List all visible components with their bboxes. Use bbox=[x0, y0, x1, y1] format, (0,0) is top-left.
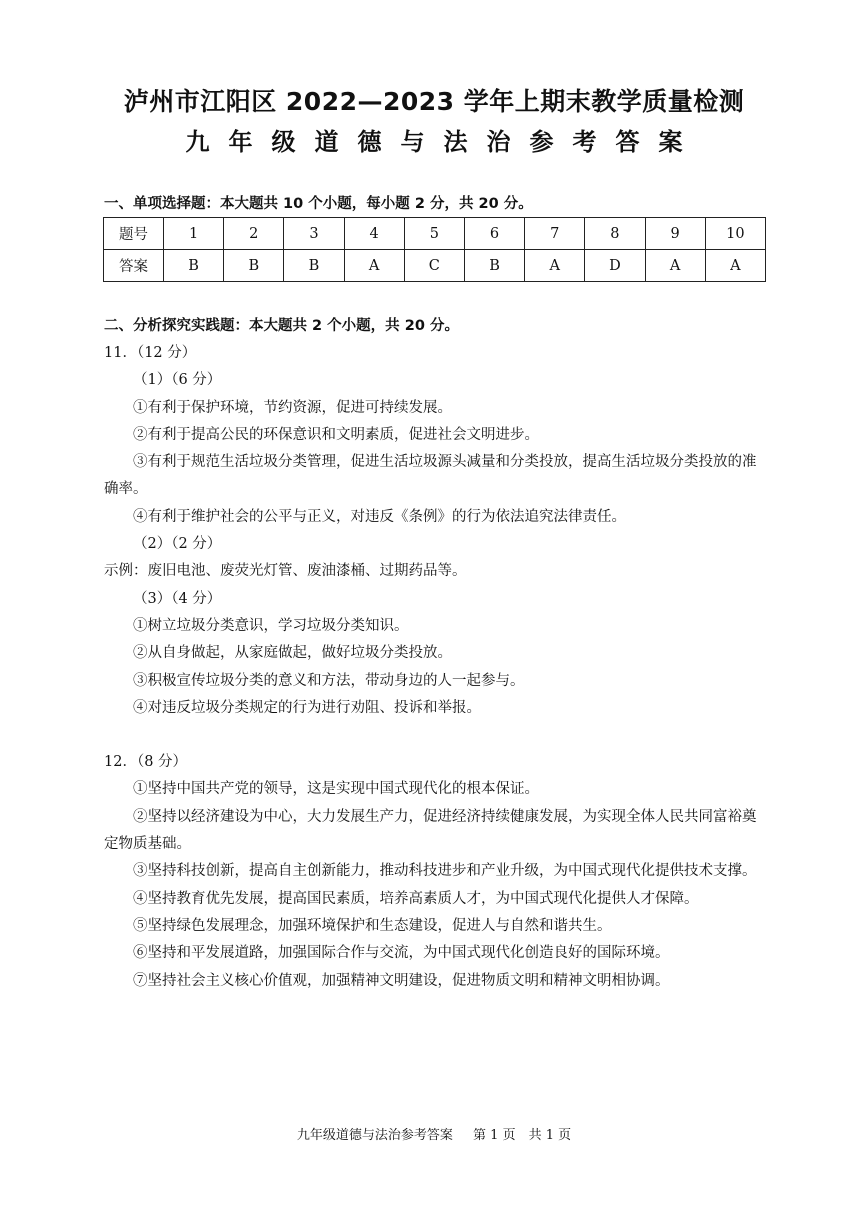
table-cell: C bbox=[404, 250, 464, 282]
q11-part3-item: ①树立垃圾分类意识，学习垃圾分类知识。 bbox=[133, 617, 409, 634]
table-cell: 9 bbox=[645, 218, 705, 250]
table-cell: A bbox=[645, 250, 705, 282]
table-cell: 1 bbox=[164, 218, 224, 250]
table-cell: 8 bbox=[585, 218, 645, 250]
answer-body bbox=[104, 340, 768, 995]
footer-doc-name: 九年级道德与法治参考答案 bbox=[296, 1128, 453, 1143]
section1-heading: 一、单项选择题：本大题共 10 个小题，每小题 2 分，共 20 分。 bbox=[104, 196, 533, 212]
q11-part1-item: ③有利于规范生活垃圾分类管理，促进生活垃圾源头减量和分类投放，提高生活垃圾分类投放的准确率。 bbox=[104, 454, 757, 498]
table-cell: 6 bbox=[464, 218, 524, 250]
table-row bbox=[104, 218, 766, 250]
question-12-head: 12．（8 分） bbox=[104, 754, 188, 771]
q12-item: ⑦坚持社会主义核心价值观，加强精神文明建设，促进物质文明和精神文明相协调。 bbox=[133, 972, 670, 989]
q12-item: ②坚持以经济建设为中心，大力发展生产力，促进经济持续健康发展，为实现全体人民共同富裕奠定物质基础。 bbox=[104, 808, 757, 853]
q12-item: ④坚持教育优先发展，提高国民素质，培养高素质人才，为中国式现代化提供人才保障。 bbox=[133, 890, 699, 907]
question-11-head: 11．（12 分） bbox=[104, 345, 197, 361]
q12-item: ③坚持科技创新，提高自主创新能力，推动科技进步和产业升级，为中国式现代化提供技术支撑。 bbox=[133, 863, 757, 880]
table-cell: 10 bbox=[705, 218, 765, 250]
table-cell: 4 bbox=[344, 218, 404, 250]
table-cell: 5 bbox=[404, 218, 464, 250]
table-cell: 7 bbox=[525, 218, 585, 250]
table-row bbox=[104, 250, 766, 282]
q11-part1-head: （1）（6 分） bbox=[133, 372, 222, 389]
q11-part3-item: ②从自身做起，从家庭做起，做好垃圾分类投放。 bbox=[133, 645, 452, 662]
table-cell: 2 bbox=[224, 218, 284, 250]
table-cell: D bbox=[585, 250, 645, 282]
table-cell: 3 bbox=[284, 218, 344, 250]
q11-part3-item: ④对违反垃圾分类规定的行为进行劝阻、投诉和举报。 bbox=[133, 699, 481, 716]
section2-heading: 二、分析探究实践题：本大题共 2 个小题，共 20 分。 bbox=[104, 318, 459, 334]
table-cell: A bbox=[344, 250, 404, 282]
table-cell: B bbox=[164, 250, 224, 282]
table-cell: B bbox=[464, 250, 524, 282]
q12-item: ①坚持中国共产党的领导，这是实现中国式现代化的根本保证。 bbox=[133, 781, 539, 798]
page-footer bbox=[0, 1124, 868, 1143]
page-title: 泸州市江阳区 2022—2023 学年上期末教学质量检测 bbox=[123, 87, 745, 116]
table-cell: B bbox=[284, 250, 344, 282]
row-label-answer: 答案 bbox=[104, 250, 164, 282]
q11-part3-head: （3）（4 分） bbox=[133, 590, 222, 607]
table-cell: A bbox=[525, 250, 585, 282]
q11-part1-item: ④有利于维护社会的公平与正义，对违反《条例》的行为依法追究法律责任。 bbox=[133, 508, 626, 525]
row-label-number: 题号 bbox=[104, 218, 164, 250]
table-cell: A bbox=[705, 250, 765, 282]
footer-page-info: 第 1 页 共 1 页 bbox=[473, 1128, 572, 1143]
q12-item: ⑥坚持和平发展道路，加强国际合作与交流，为中国式现代化创造良好的国际环境。 bbox=[133, 945, 670, 962]
page-subtitle: 九年级道德与法治参考答案 bbox=[185, 128, 702, 156]
q12-item: ⑤坚持绿色发展理念，加强环境保护和生态建设，促进人与自然和谐共生。 bbox=[133, 917, 612, 934]
answer-table bbox=[103, 217, 766, 282]
table-cell: B bbox=[224, 250, 284, 282]
q11-part2-text: 示例：废旧电池、废荧光灯管、废油漆桶、过期药品等。 bbox=[104, 563, 467, 580]
q11-part2-head: （2）（2 分） bbox=[133, 536, 222, 553]
q11-part3-item: ③积极宣传垃圾分类的意义和方法，带动身边的人一起参与。 bbox=[133, 672, 525, 689]
q11-part1-item: ①有利于保护环境，节约资源，促进可持续发展。 bbox=[133, 399, 452, 416]
q11-part1-item: ②有利于提高公民的环保意识和文明素质，促进社会文明进步。 bbox=[133, 426, 539, 443]
spacer bbox=[104, 722, 768, 749]
